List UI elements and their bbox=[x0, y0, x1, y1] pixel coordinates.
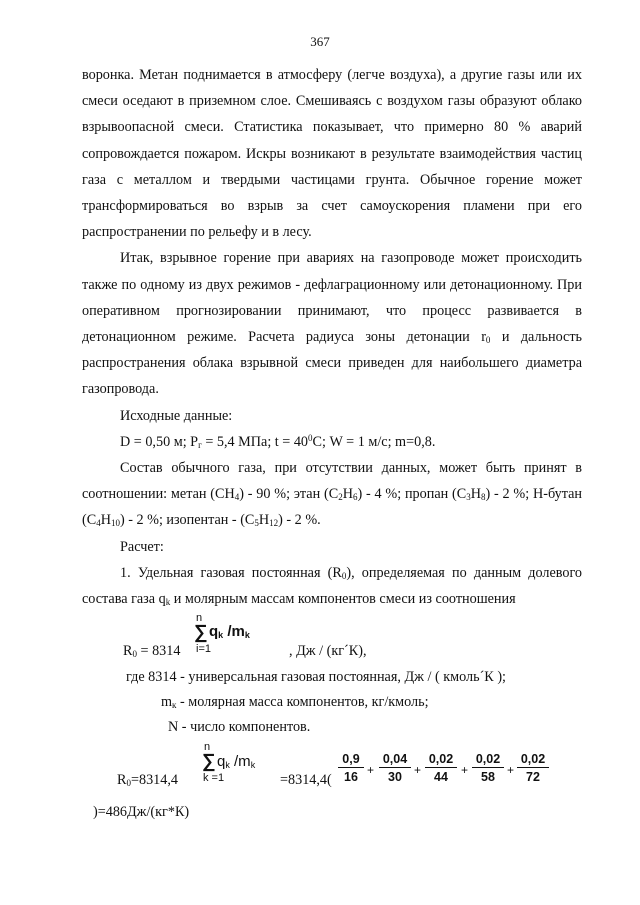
sum-upper-limit: n bbox=[204, 741, 211, 753]
formula-2-result: )=486Дж/(кг*К) bbox=[93, 804, 190, 820]
sum-body: $q_k$ $/m_k$ bbox=[217, 753, 256, 770]
formula-1-units: , Дж / (кг´К), bbox=[289, 643, 367, 659]
definition-universal-constant: где 8314 - универсальная газовая постоянная, Дж / ( кмоль´К ); bbox=[126, 669, 506, 685]
paragraph-detonation: Итак, взрывное горение при авариях на газопроводе может происходить также по одному из двух режимов - дефлаграционному или детонационному. При оперативном прогнозировании принимают, что процесс развивается в детонационном режиме. Расчета радиуса зоны детонации $r_0$ и дальность распространения облака взрывной смеси приведен для наибольшего диаметра газопровода. bbox=[82, 250, 583, 398]
formula-2-eq: =8314,4( bbox=[280, 772, 332, 788]
plus-sign: + bbox=[507, 763, 515, 777]
page-number: 367 bbox=[310, 34, 330, 49]
fraction-propane: $\frac{0,02}{44}$ bbox=[425, 752, 457, 784]
sum-lower-limit: i=1 bbox=[196, 643, 211, 655]
fraction-isopentane: $\frac{0,02}{72}$ bbox=[517, 752, 549, 784]
fraction-butane: $\frac{0,02}{58}$ bbox=[472, 752, 504, 784]
paragraph-initial-values: D = 0,50 м; $P_г = 5,4$ МПа; $t = 40^0С$; W = 1 м/с; m=0,8. bbox=[120, 432, 436, 450]
paragraph-gas-constant: 1. Удельная газовая постоянная $(R_0)$, определяемая по данным долевого состава газа $q_k$ и молярным массам компонентов смеси из соотношения bbox=[82, 564, 583, 608]
paragraph-initial-heading: Исходные данные: bbox=[120, 407, 233, 424]
definition-component-count: N - число компонентов. bbox=[168, 719, 311, 735]
definition-molar-mass: $m_к$ - молярная масса компонентов, кг/кмоль; bbox=[161, 694, 429, 710]
plus-sign: + bbox=[461, 763, 469, 777]
fraction-methane: $\frac{0,9}{16}$ bbox=[338, 752, 364, 784]
paragraph-composition: Состав обычного газа, при отсутствии данных, может быть принят в соотношении: метан $(СН_4) - 90$ %; этан $(С_2Н_6) - 4$ %; пропан $(С_3Н_8) - 2$ %; Н-бутан $(С_4Н_{10}) - 2$ %; изопентан - $(С_5Н_{12}) - 2$ %. bbox=[82, 460, 582, 529]
sum-body: $q_k$ $/m_k$ bbox=[209, 623, 250, 640]
plus-sign: + bbox=[414, 763, 422, 777]
sigma-symbol: ∑ bbox=[194, 622, 208, 643]
body-text bbox=[82, 62, 582, 612]
formula-2-lhs: $R_0=8314,4$ bbox=[117, 772, 178, 788]
formula-1-lhs: $R_0 = 8314$ bbox=[123, 643, 181, 659]
paragraph-intro: воронка. Метан поднимается в атмосферу (легче воздуха), а другие газы или их смеси оседают в приземном слое. Смешиваясь с воздухом газы образуют облако взрывоопасной смеси. Статистика показывает, что примерно 80 % аварий сопровождается пожаром. Искры возникают в результате взаимодействия частиц газа с металлом и твердыми частицами грунта. Обычное горение может трансформироваться во взрыв за счет самоускорения пламени при его распространении по рельефу и в лесу. bbox=[82, 67, 582, 241]
paragraph-calc-heading: Расчет: bbox=[120, 538, 164, 555]
fraction-ethane: $\frac{0,04}{30}$ bbox=[379, 752, 411, 784]
sum-lower-limit: k =1 bbox=[203, 772, 225, 784]
sigma-symbol: ∑ bbox=[202, 751, 216, 772]
sum-upper-limit: n bbox=[196, 612, 203, 624]
plus-sign: + bbox=[367, 763, 375, 777]
